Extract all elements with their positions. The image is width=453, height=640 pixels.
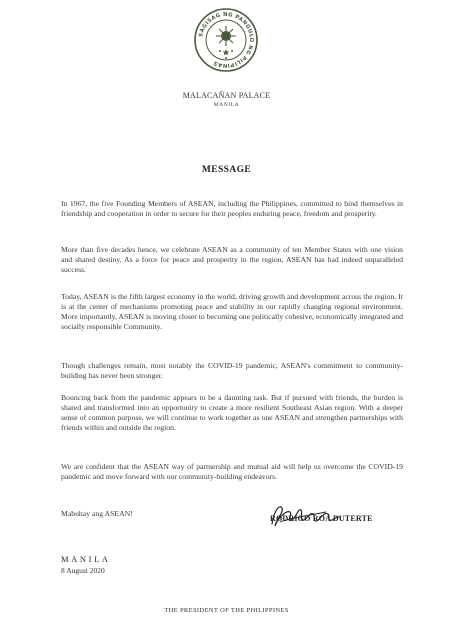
paragraph: Today, ASEAN is the fifth largest economy in the world, driving growth and development across the region. It is at the center of mechanisms promoting peace and stability in our rapidly changing regional environment. More importantly, ASEAN is moving closer to becoming one politically cohesive, economically integrated and socially responsible Community. [61,292,403,331]
message-heading: MESSAGE [201,165,252,175]
date-line: 8 August 2020 [61,566,105,575]
signatory-name: RODRIGO ROA DUTERTE [270,514,373,523]
palace-city: MANILA [213,102,240,108]
paragraph: In 1967, the five Founding Members of ASEAN, including the Philippines, committed to bind themselves in friendship and cooperation in order to secure for their peoples enduring peace, freedom and prosperity. [61,199,403,218]
paragraph: Though challenges remain, most notably the COVID-19 pandemic, ASEAN's commitment to community-building has never been stronger. [61,361,403,380]
paragraph: We are confident that the ASEAN way of partnership and mutual aid will help us overcome the COVID-19 pandemic and move forward with our community-building endeavors. [61,462,403,481]
presidential-seal-icon [194,8,258,72]
closing-line: Mabuhay ang ASEAN! [61,509,133,518]
footer-title: THE PRESIDENT OF THE PHILIPPINES [164,607,289,614]
svg-text:SAGISAG NG PANGULO NG PILIPINA: SAGISAG NG PANGULO NG PILIPINAS [198,11,255,69]
palace-name: MALACAÑAN PALACE [182,91,271,100]
paragraph: More than five decades hence, we celebrate ASEAN as a community of ten Member States with one vision and shared destiny. As a force for peace and prosperity in the region, ASEAN has had indeed unparalleled success. [61,245,403,274]
paragraph: Bouncing back from the pandemic appears to be a daunting task. But if pursued with friends, the burden is shared and transformed into an opportunity to create a more resilient Southeast Asian region. With a deeper sense of common purpose, we will continue to work together as one ASEAN and strengthen partnerships with friends within and outside the region. [61,393,403,432]
place-line: MANILA [61,554,111,564]
